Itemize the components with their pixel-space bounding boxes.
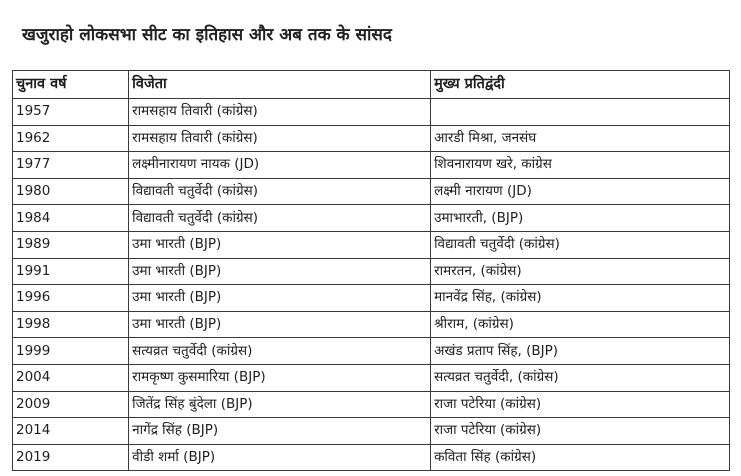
winner-cell: रामसहाय तिवारी (कांग्रेस): [129, 99, 431, 126]
year-cell: 1962: [13, 125, 129, 152]
winner-cell: विद्यावती चतुर्वेदी (कांग्रेस): [129, 178, 431, 205]
rival-cell: विद्यावती चतुर्वेदी (कांग्रेस): [431, 231, 730, 258]
table-row: [13, 418, 730, 445]
rival-cell: उमाभारती, (BJP): [431, 205, 730, 232]
year-cell: 1991: [13, 258, 129, 285]
rival-cell: सत्यव्रत चतुर्वेदी, (कांग्रेस): [431, 364, 730, 391]
table-header-row: [13, 71, 730, 99]
year-cell: 1998: [13, 311, 129, 338]
winner-cell: सत्यव्रत चतुर्वेदी (कांग्रेस): [129, 338, 431, 365]
table-row: [13, 99, 730, 126]
column-header-main-rival: मुख्य प्रतिद्वंदी: [431, 71, 730, 99]
winner-cell: रामसहाय तिवारी (कांग्रेस): [129, 125, 431, 152]
year-cell: 2009: [13, 391, 129, 418]
winner-cell: वीडी शर्मा (BJP): [129, 444, 431, 471]
mp-history-table: [12, 70, 730, 471]
winner-cell: नागेंद्र सिंह (BJP): [129, 418, 431, 445]
winner-cell: जितेंद्र सिंह बुंदेला (BJP): [129, 391, 431, 418]
table-row: [13, 444, 730, 471]
winner-cell: विद्यावती चतुर्वेदी (कांग्रेस): [129, 205, 431, 232]
winner-cell: उमा भारती (BJP): [129, 231, 431, 258]
year-cell: 1957: [13, 99, 129, 126]
table-row: [13, 285, 730, 312]
rival-cell: मानवेंद्र सिंह, (कांग्रेस): [431, 285, 730, 312]
rival-cell: श्रीराम, (कांग्रेस): [431, 311, 730, 338]
rival-cell: राजा पटेरिया (कांग्रेस): [431, 418, 730, 445]
rival-cell: लक्ष्मी नारायण (JD): [431, 178, 730, 205]
rival-cell: शिवनारायण खरे, कांग्रेस: [431, 152, 730, 179]
column-header-year: चुनाव वर्ष: [13, 71, 129, 99]
year-cell: 1999: [13, 338, 129, 365]
rival-cell: [431, 99, 730, 126]
table-row: [13, 391, 730, 418]
year-cell: 1977: [13, 152, 129, 179]
year-cell: 1980: [13, 178, 129, 205]
table-row: [13, 152, 730, 179]
table-row: [13, 178, 730, 205]
year-cell: 2019: [13, 444, 129, 471]
table-row: [13, 205, 730, 232]
year-cell: 2014: [13, 418, 129, 445]
rival-cell: रामरतन, (कांग्रेस): [431, 258, 730, 285]
rival-cell: कविता सिंह (कांग्रेस): [431, 444, 730, 471]
winner-cell: उमा भारती (BJP): [129, 258, 431, 285]
winner-cell: रामकृष्ण कुसमारिया (BJP): [129, 364, 431, 391]
year-cell: 1989: [13, 231, 129, 258]
page-title: खजुराहो लोकसभा सीट का इतिहास और अब तक के सांसद: [22, 25, 392, 45]
table-row: [13, 125, 730, 152]
table-row: [13, 231, 730, 258]
winner-cell: उमा भारती (BJP): [129, 311, 431, 338]
year-cell: 2004: [13, 364, 129, 391]
rival-cell: आरडी मिश्रा, जनसंघ: [431, 125, 730, 152]
year-cell: 1984: [13, 205, 129, 232]
table-row: [13, 338, 730, 365]
table-row: [13, 364, 730, 391]
table-row: [13, 258, 730, 285]
column-header-winner: विजेता: [129, 71, 431, 99]
year-cell: 1996: [13, 285, 129, 312]
winner-cell: लक्ष्मीनारायण नायक (JD): [129, 152, 431, 179]
winner-cell: उमा भारती (BJP): [129, 285, 431, 312]
table-row: [13, 311, 730, 338]
rival-cell: राजा पटेरिया (कांग्रेस): [431, 391, 730, 418]
rival-cell: अखंड प्रताप सिंह, (BJP): [431, 338, 730, 365]
